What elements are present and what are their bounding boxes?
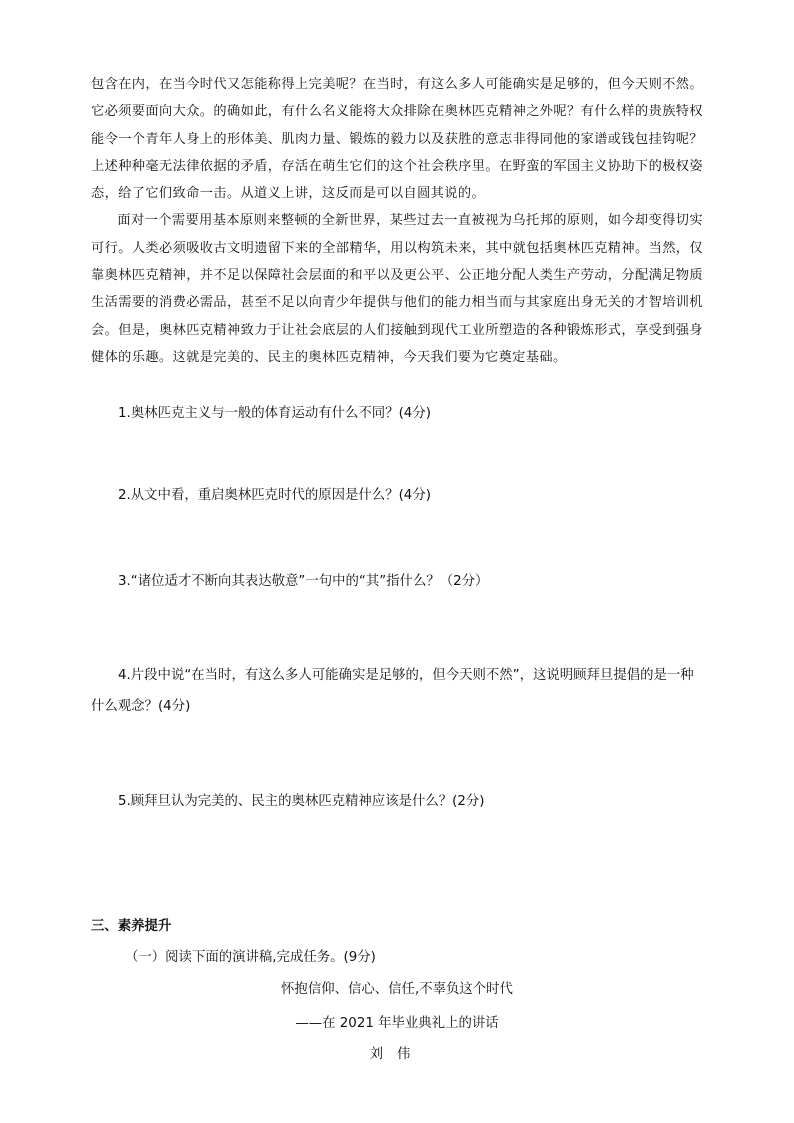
speech-title: 怀抱信仰、信心、信任,不辜负这个时代 — [281, 982, 513, 997]
reading-passage — [91, 71, 703, 371]
speech-subtitle: ——在 2021 年毕业典礼上的讲话 — [295, 1016, 499, 1031]
question-5: 5.顾拜旦认为完美的、民主的奥林匹克精神应该是什么？(2分) — [118, 794, 485, 809]
passage-paragraph-1: 包含在内，在当今时代又怎能称得上完美呢？在当时，有这么多人可能确实是足够的，但今天则不然。它必须要面向大众。的确如此，有什么名义能将大众排除在奥林匹克精神之外呢？有什么样的贵族特权能令一个青年人身上的形体美、肌肉力量、锻炼的毅力以及获胜的意志非得同他的家谱或钱包挂钩呢？上述种种毫无法律依据的矛盾，存活在萌生它们的这个社会秩序里。在野蛮的军国主义协助下的极权姿态，给了它们致命一击。从道义上讲，这反而是可以自圆其说的。 — [91, 77, 703, 202]
question-3: 3.“诸位适才不断向其表达敬意”一句中的“其”指什么？（2分） — [118, 574, 489, 589]
question-2: 2.从文中看，重启奥林匹克时代的原因是什么？(4分) — [118, 488, 431, 503]
section-subheading: （一）阅读下面的演讲稿,完成任务。(9分) — [125, 950, 376, 965]
section-heading: 三、素养提升 — [91, 919, 172, 934]
question-1: 1.奥林匹克主义与一般的体育运动有什么不同？(4分) — [118, 406, 431, 421]
speech-author: 刘伟 — [369, 1047, 425, 1062]
question-4: 4.片段中说“在当时，有这么多人可能确实是足够的，但今天则不然”，这说明顾拜旦提倡的是一种什么观念？(4分) — [91, 668, 694, 714]
passage-paragraph-2: 面对一个需要用基本原则来整顿的全新世界，某些过去一直被视为乌托邦的原则，如今却变得切实可行。人类必须吸收古文明遗留下来的全部精华，用以构筑未来，其中就包括奥林匹克精神。当然，仅靠奥林匹克精神，并不足以保障社会层面的和平以及更公平、公正地分配人类生产劳动，分配满足物质生活需要的消费必需品，甚至不足以向青少年提供与他们的能力相当而与其家庭出身无关的才智培训机会。但是，奥林匹克精神致力于让社会底层的人们接触到现代工业所塑造的各种锻炼形式，享受到强身健体的乐趣。这就是完美的、民主的奥林匹克精神，今天我们要为它奠定基础。 — [91, 213, 703, 365]
